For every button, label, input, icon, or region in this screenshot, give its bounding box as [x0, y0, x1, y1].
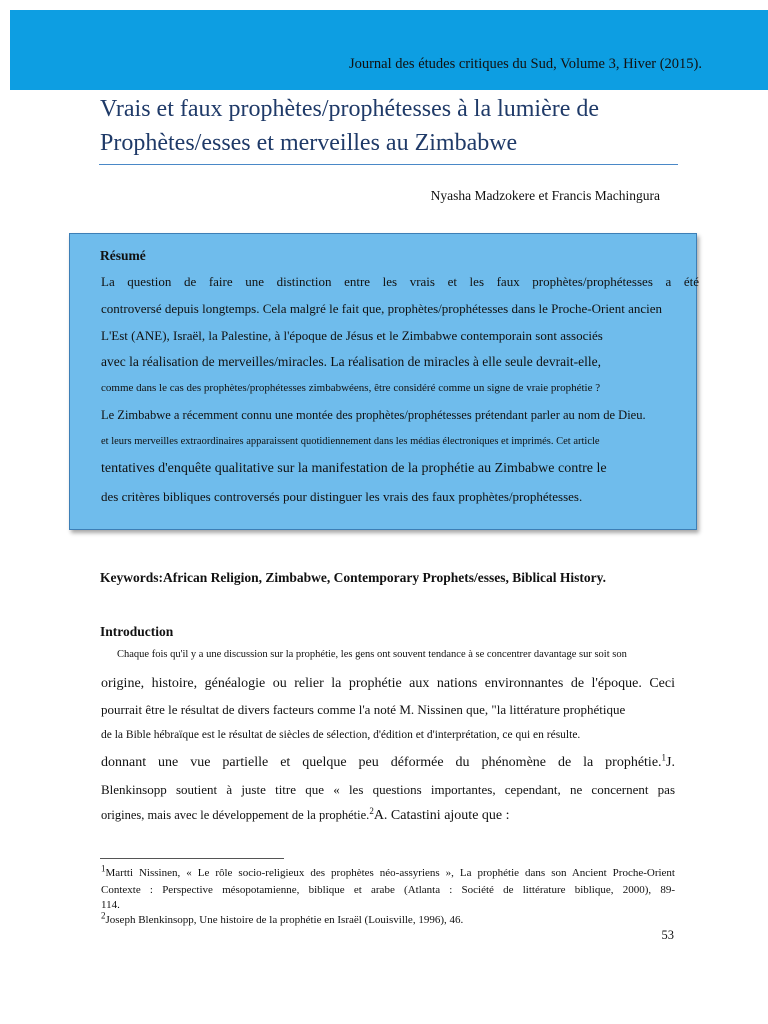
paragraph-line: Blenkinsopp soutient à juste titre que « les questions importantes, cependant, ne concernent pas	[101, 782, 675, 797]
paragraph-line: de la Bible hébraïque est le résultat de siècles de sélection, d'édition et d'interprétation, ce qui en résulte.	[101, 729, 581, 741]
abstract-line: comme dans le cas des prophètes/prophétesses zimbabwéens, être considéré comme un signe de vraie prophétie ?	[101, 382, 601, 394]
header-band	[10, 10, 768, 90]
paragraph-text: donnant une vue partielle et quelque peu déformée du phénomène de la prophétie.	[101, 755, 662, 770]
footnote-1-line-2: Contexte : Perspective mésopotamienne, biblique et arabe (Atlanta : Société de littérature biblique, 2000), 89-	[101, 884, 675, 896]
keywords: Keywords:African Religion, Zimbabwe, Contemporary Prophets/esses, Biblical History.	[100, 570, 606, 585]
paragraph-text: origines, mais avec le développement de la prophétie.	[101, 808, 370, 822]
title-line-2: Prophètes/esses et merveilles au Zimbabwe	[100, 130, 518, 156]
abstract-line: des critères bibliques controversés pour distinguer les vrais des faux prophètes/prophétesses.	[101, 489, 583, 504]
footnote-1	[101, 863, 675, 880]
page-number: 53	[661, 928, 674, 942]
footnote-marker: 1	[101, 863, 106, 874]
authors: Nyasha Madzokere et Francis Machingura	[430, 188, 660, 203]
abstract-heading: Résumé	[100, 248, 146, 263]
abstract-line: avec la réalisation de merveilles/miracles. La réalisation de miracles à elle seule devrait-elle,	[101, 354, 602, 369]
paragraph-line	[101, 752, 675, 771]
abstract-line: Le Zimbabwe a récemment connu une montée des prophètes/prophétesses prétendant parler au nom de Dieu.	[101, 408, 646, 422]
paragraph-line: pourrait être le résultat de divers facteurs comme l'a noté M. Nissinen que, "la littérature prophétique	[101, 702, 626, 717]
abstract-line: tentatives d'enquête qualitative sur la manifestation de la prophétie au Zimbabwe contre le	[101, 461, 607, 476]
footnote-text: Joseph Blenkinsopp, Une histoire de la prophétie en Israël (Louisville, 1996), 46.	[105, 914, 464, 926]
footnote-text: Martti Nissinen, « Le rôle socio-religieux des prophètes néo-assyriens », La prophétie dans son Ancient Proche-Orient	[105, 867, 675, 879]
paragraph-text: J.	[666, 755, 675, 770]
title-divider	[99, 164, 678, 165]
footnote-1-line-3: 114.	[101, 899, 120, 911]
paragraph-text: A. Catastini ajoute que :	[373, 808, 510, 823]
footnote-marker: 2	[101, 910, 106, 921]
title-line-1: Vrais et faux prophètes/prophétesses à la lumière de	[100, 96, 600, 122]
paragraph-line: Chaque fois qu'il y a une discussion sur la prophétie, les gens ont souvent tendance à se concentrer davantage sur soit son	[117, 649, 627, 660]
abstract-line: et leurs merveilles extraordinaires apparaissent quotidiennement dans les médias électroniques et imprimés. Cet article	[101, 436, 600, 447]
footnote-divider	[100, 858, 284, 859]
abstract-line: L'Est (ANE), Israël, la Palestine, à l'époque de Jésus et le Zimbabwe contemporain sont associés	[101, 328, 603, 343]
abstract-line: controversé depuis longtemps. Cela malgré le fait que, prophètes/prophétesses dans le Proche-Orient ancien	[101, 301, 662, 316]
article-title	[100, 92, 700, 160]
introduction-heading: Introduction	[100, 624, 174, 639]
journal-citation: Journal des études critiques du Sud, Volume 3, Hiver (2015).	[348, 56, 702, 72]
paragraph-line: origine, histoire, généalogie ou relier la prophétie aux nations environnantes de l'époque. Ceci	[101, 676, 675, 691]
footnote-reference[interactable]: 2	[369, 805, 374, 816]
footnote-reference[interactable]: 1	[661, 752, 667, 763]
footnote-2	[101, 910, 675, 927]
abstract-line: La question de faire une distinction entre les vrais et les faux prophètes/prophétesses a été	[101, 274, 699, 289]
paragraph-line	[101, 805, 510, 824]
